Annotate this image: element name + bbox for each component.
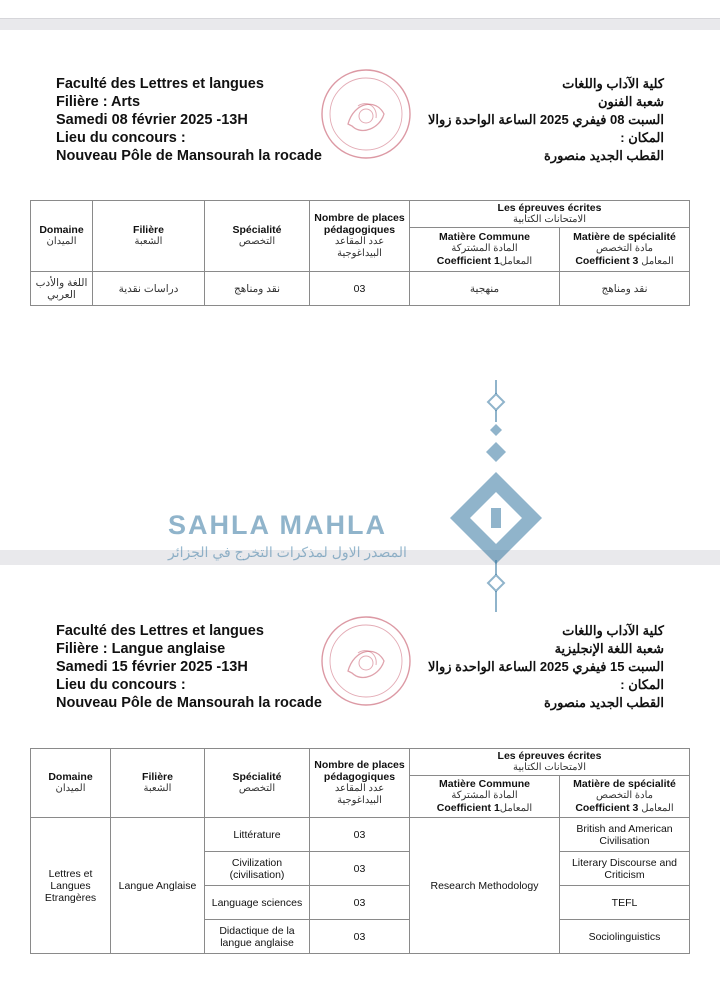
lieu-value-ar: القطب الجديد منصورة	[544, 148, 664, 163]
cell-places: 03	[310, 852, 410, 886]
cell-specialite: Littérature	[205, 818, 310, 852]
cell-places: 03	[310, 886, 410, 920]
header-french	[56, 75, 322, 165]
cell-specialite-matiere: Literary Discourse and Criticism	[560, 852, 690, 886]
header-domaine: Domaine الميدان	[31, 749, 111, 818]
filiere-line: Filière : Arts	[56, 94, 141, 110]
lieu-label: Lieu du concours :	[56, 677, 186, 693]
header-arabic	[428, 75, 664, 165]
cell-specialite: نقد ومناهج	[205, 272, 310, 306]
header-epreuves: Les épreuves écrites الامتحانات الكتابية	[410, 749, 690, 776]
header-filiere: Filière الشعبة	[111, 749, 205, 818]
cell-domaine: Lettres et Langues Etrangères	[31, 818, 111, 954]
filiere-line-ar: شعبة اللغة الإنجليزية	[554, 641, 664, 656]
filiere-line-ar: شعبة الفنون	[597, 94, 664, 109]
lieu-label: Lieu du concours :	[56, 130, 186, 146]
watermark-tagline: المصدر الاول لمذكرات التخرج في الجزائر	[168, 544, 407, 560]
official-seal-icon	[318, 613, 414, 709]
cell-places: 03	[310, 920, 410, 954]
cell-places: 03	[310, 818, 410, 852]
header-matiere-specialite: Matière de spécialité مادة التخصص Coefficient 3 المعامل	[560, 228, 690, 272]
exam-table-arts	[30, 200, 690, 306]
faculty-name: Faculté des Lettres et langues	[56, 623, 264, 639]
cell-specialite: Civilization (civilisation)	[205, 852, 310, 886]
header-domaine: Domaine الميدان	[31, 201, 93, 272]
table-row	[31, 818, 690, 852]
cell-specialite: Didactique de la langue anglaise	[205, 920, 310, 954]
header-matiere-commune: Matière Commune المادة المشتركة Coefficient 1المعامل	[410, 228, 560, 272]
lieu-label-ar: المكان :	[620, 130, 664, 145]
exam-table-anglais	[30, 748, 690, 954]
cell-specialite-matiere: British and American Civilisation	[560, 818, 690, 852]
official-seal-icon	[318, 66, 414, 162]
header-specialite: Spécialité التخصص	[205, 749, 310, 818]
header-french	[56, 622, 322, 712]
announcement-sheet-anglais	[0, 565, 720, 1000]
cell-commune: منهجية	[410, 272, 560, 306]
faculty-name-ar: كلية الآداب واللغات	[562, 76, 664, 91]
filiere-line: Filière : Langue anglaise	[56, 641, 226, 657]
header-arabic	[428, 622, 664, 712]
lieu-value-ar: القطب الجديد منصورة	[544, 695, 664, 710]
cell-specialite-matiere: نقد ومناهج	[560, 272, 690, 306]
top-strip	[0, 0, 720, 19]
date-line: Samedi 08 février 2025 -13H	[56, 112, 248, 128]
cell-commune: Research Methodology	[410, 818, 560, 954]
header-places: Nombre de places pédagogiques عدد المقاعد البيداغوجية	[310, 201, 410, 272]
header-filiere: Filière الشعبة	[93, 201, 205, 272]
cell-domaine: اللغة والأدب العربي	[31, 272, 93, 306]
header-specialite: Spécialité التخصص	[205, 201, 310, 272]
lieu-value: Nouveau Pôle de Mansourah la rocade	[56, 148, 322, 164]
cell-filiere: دراسات نقدية	[93, 272, 205, 306]
faculty-name: Faculté des Lettres et langues	[56, 76, 264, 92]
lieu-value: Nouveau Pôle de Mansourah la rocade	[56, 695, 322, 711]
faculty-name-ar: كلية الآداب واللغات	[562, 623, 664, 638]
cell-specialite-matiere: TEFL	[560, 886, 690, 920]
date-line-ar: السبت 15 فيفري 2025 الساعة الواحدة زوالا	[427, 659, 664, 674]
cell-filiere: Langue Anglaise	[111, 818, 205, 954]
announcement-sheet-arts	[0, 30, 720, 550]
header-epreuves: Les épreuves écrites الامتحانات الكتابية	[410, 201, 690, 228]
header-matiere-commune: Matière Commune المادة المشتركة Coefficient 1المعامل	[410, 776, 560, 818]
cell-specialite-matiere: Sociolinguistics	[560, 920, 690, 954]
header-matiere-specialite: Matière de spécialité مادة التخصص Coefficient 3 المعامل	[560, 776, 690, 818]
watermark-brand: SAHLA MAHLA	[168, 510, 387, 540]
cell-specialite: Language sciences	[205, 886, 310, 920]
table-row	[31, 272, 690, 306]
date-line-ar: السبت 08 فيفري 2025 الساعة الواحدة زوالا	[427, 112, 664, 127]
date-line: Samedi 15 février 2025 -13H	[56, 659, 248, 675]
header-places: Nombre de places pédagogiques عدد المقاعد البيداغوجية	[310, 749, 410, 818]
lieu-label-ar: المكان :	[620, 677, 664, 692]
cell-places: 03	[310, 272, 410, 306]
